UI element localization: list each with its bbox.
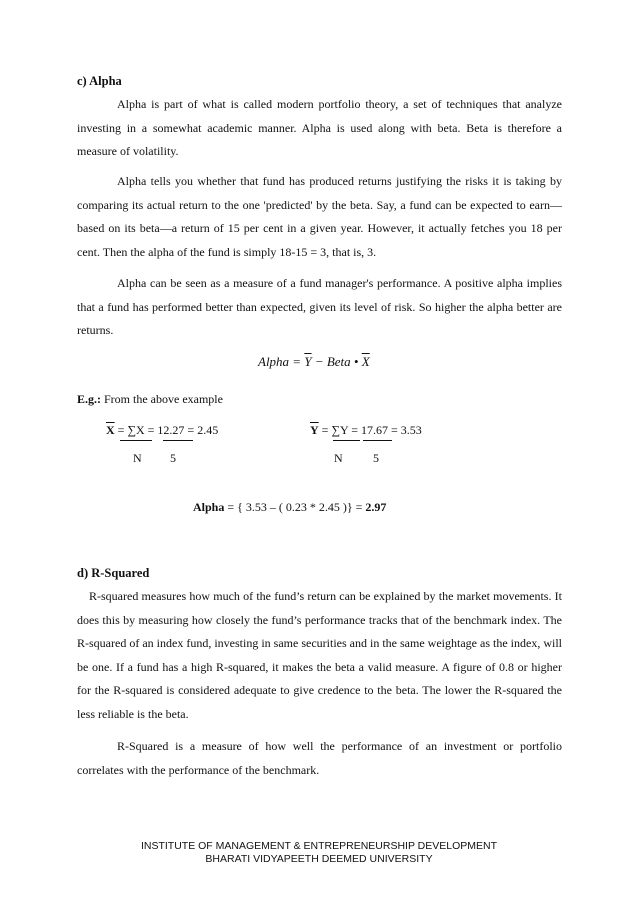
rsquared-paragraph-1: [77, 585, 562, 727]
example-intro: [77, 392, 223, 407]
alpha-calc-label: Alpha: [193, 500, 225, 514]
x-denominator-n: N: [133, 451, 142, 465]
alpha-formula: [258, 354, 370, 370]
x-denominator-5: 5: [170, 451, 176, 465]
x-bar-var: $\overline{X}$: [106, 423, 115, 437]
formula-x-bar: $\overline{X}$: [361, 354, 370, 369]
alpha-paragraph-1: [77, 93, 562, 164]
rsquared-paragraph-2: [77, 735, 562, 782]
x-mean-calc: [106, 423, 218, 438]
y-value-fraction-bar: [363, 440, 392, 441]
y-denominator-n: N: [334, 451, 343, 465]
section-d-heading: d) R-Squared: [77, 566, 150, 580]
y-mean-calc: [310, 423, 422, 438]
alpha-paragraph-3: [77, 272, 562, 343]
formula-lhs: Alpha =: [258, 354, 305, 369]
alpha-paragraph-1-text: Alpha is part of what is called modern portfolio theory, a set of techniques that analyze investing in a somewhat academic manner. Alpha is used along with beta. Beta is therefore a measure of volatility.: [77, 97, 562, 159]
rsquared-paragraph-1-text: R-squared measures how much of the fund’s return can be explained by the market movements. It does this by measuring how closely the fund’s performance tracks that of the benchmark index. The R-squared of an index fund, investing in same securities and in the same weightage as the index, will be one. If a fund has a high R-squared, it makes the beta a valid measure. A figure of 0.8 or higher for the R-squared is considered adequate to give credence to the beta. The lower the R-squared the less reliable is the beta.: [77, 589, 562, 721]
rsquared-paragraph-2-text: R-Squared is a measure of how well the performance of an investment or portfolio correlates with the performance of the benchmark.: [77, 739, 562, 777]
formula-y-bar: $\overline{Y}$: [304, 354, 312, 369]
alpha-paragraph-2: [77, 170, 562, 264]
alpha-calculation: [193, 500, 386, 515]
alpha-paragraph-3-text: Alpha can be seen as a measure of a fund manager's performance. A positive alpha implies that a fund has performed better than expected, given its level of risk. So higher the alpha better are returns.: [77, 276, 562, 338]
alpha-calc-expression: = { 3.53 – ( 0.23 * 2.45 )} =: [224, 500, 366, 514]
y-bar-var: $\overline{Y}$: [310, 423, 319, 437]
y-sum-fraction-bar: [333, 440, 360, 441]
x-sum-fraction-bar: [120, 440, 152, 441]
x-mean-equation: = ∑X = 12.27 = 2.45: [114, 423, 219, 437]
example-text: From the above example: [101, 392, 223, 406]
alpha-paragraph-2-text: Alpha tells you whether that fund has produced returns justifying the risks it is taking by comparing its actual return to the one 'predicted' by the beta. Say, a fund can be expected to earn—based on its beta—a return of 15 per cent in a given year. However, it actually fetches you 18 per cent. Then the alpha of the fund is simply 18-15 = 3, that is, 3.: [77, 174, 562, 259]
formula-mid: − Beta •: [311, 354, 362, 369]
page-footer: [0, 840, 638, 866]
footer-university: BHARATI VIDYAPEETH DEEMED UNIVERSITY: [205, 853, 433, 865]
footer-institute: INSTITUTE OF MANAGEMENT & ENTREPRENEURSHIP DEVELOPMENT: [140, 840, 498, 852]
y-denominator-5: 5: [373, 451, 379, 465]
x-value-fraction-bar: [163, 440, 193, 441]
y-mean-equation: = ∑Y = 17.67 = 3.53: [318, 423, 422, 437]
example-label: E.g.:: [77, 392, 101, 406]
alpha-calc-result: 2.97: [365, 500, 387, 514]
section-c-heading: c) Alpha: [77, 74, 122, 88]
